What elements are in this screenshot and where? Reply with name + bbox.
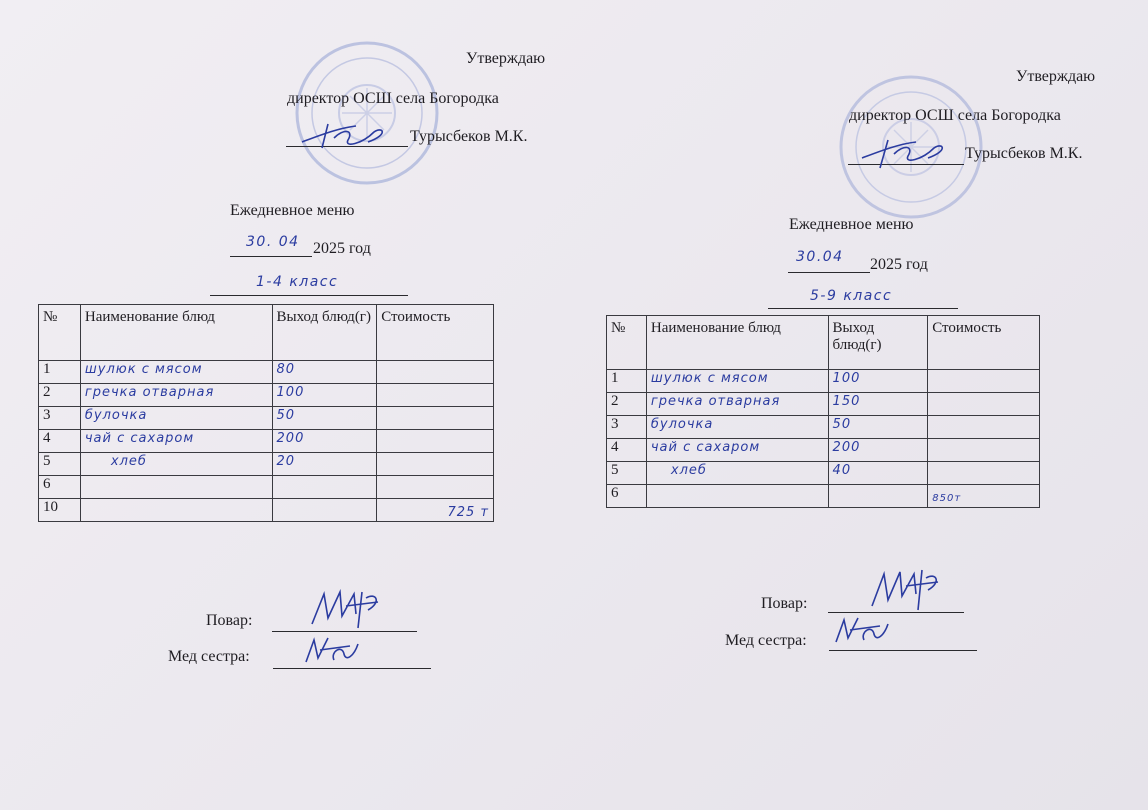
stamp-seal [292,38,442,188]
row-number: 6 [39,476,81,499]
dish-weight: 40 [828,462,928,485]
table-row [607,439,1040,462]
dish-weight: 20 [272,453,377,476]
dish-name: шулюк с мясом [646,370,828,393]
table-header-row [607,316,1040,370]
dish-weight [272,499,377,522]
cook-signature [306,588,386,632]
table-row [39,499,494,522]
row-number: 10 [39,499,81,522]
dish-cost [377,384,494,407]
dish-cost [928,393,1040,416]
table-row [39,384,494,407]
dish-name [80,476,272,499]
cook-label: Повар: [206,612,253,629]
nurse-line [273,668,431,669]
dish-cost [377,361,494,384]
table-row [39,430,494,453]
dish-cost [377,476,494,499]
dish-name: хлеб [646,462,828,485]
dish-cost [928,439,1040,462]
dish-cost [928,416,1040,439]
row-number: 6 [607,485,647,508]
total-cost: 850т [928,485,1040,508]
dish-name: булочка [80,407,272,430]
approve-label: Утверждаю [1016,68,1096,85]
dish-name [646,485,828,508]
dish-weight: 50 [828,416,928,439]
nurse-label: Мед сестра: [725,632,807,649]
row-number: 1 [39,361,81,384]
table-row [607,393,1040,416]
col-dish: Наименование блюд [646,316,828,370]
class-handwritten: 5-9 класс [810,288,893,304]
approve-label: Утверждаю [466,50,546,67]
col-number: № [607,316,647,370]
menu-title: Ежедневное меню [230,202,355,219]
menu-sheet-right [574,0,1148,810]
dish-weight: 100 [828,370,928,393]
total-cost: 725 т [377,499,494,522]
col-weight: Выход блюд(г) [828,316,928,370]
date-handwritten: 30. 04 [246,234,300,250]
row-number: 1 [607,370,647,393]
table-header-row [39,305,494,361]
dish-name: чай с сахаром [80,430,272,453]
dish-cost [928,462,1040,485]
dish-name: гречка отварная [80,384,272,407]
row-number: 5 [607,462,647,485]
dish-name: шулюк с мясом [80,361,272,384]
nurse-label: Мед сестра: [168,648,250,665]
dish-name: хлеб [80,453,272,476]
row-number: 4 [607,439,647,462]
dish-weight [828,485,928,508]
table-row [607,416,1040,439]
class-line [210,295,408,296]
dish-weight: 100 [272,384,377,407]
class-handwritten: 1-4 класс [256,274,339,290]
date-line [230,256,312,257]
row-number: 2 [607,393,647,416]
row-number: 5 [39,453,81,476]
year-label: 2025 год [870,256,928,273]
dish-weight: 50 [272,407,377,430]
table-row [39,453,494,476]
dish-weight: 200 [828,439,928,462]
row-number: 4 [39,430,81,453]
dish-cost [377,453,494,476]
nurse-line [829,650,977,651]
row-number: 2 [39,384,81,407]
col-number: № [39,305,81,361]
director-title: директор ОСШ села Богородка [287,90,499,107]
cook-signature [866,566,946,614]
col-dish: Наименование блюд [80,305,272,361]
dish-cost [377,430,494,453]
director-signature [298,118,398,152]
row-number: 3 [39,407,81,430]
director-signature [858,132,958,172]
dish-weight: 200 [272,430,377,453]
dish-name: гречка отварная [646,393,828,416]
table-row [607,485,1040,508]
table-row [607,462,1040,485]
dish-name: булочка [646,416,828,439]
menu-title: Ежедневное меню [789,216,914,233]
class-line [768,308,958,309]
row-number: 3 [607,416,647,439]
cook-label: Повар: [761,595,808,612]
menu-table [38,304,494,522]
date-handwritten: 30.04 [796,249,844,265]
nurse-signature [302,634,362,668]
director-name: Турысбеков М.К. [965,145,1083,162]
table-row [39,361,494,384]
director-name: Турысбеков М.К. [410,128,528,145]
dish-weight: 150 [828,393,928,416]
dish-weight: 80 [272,361,377,384]
col-cost: Стоимость [377,305,494,361]
year-label: 2025 год [313,240,371,257]
col-cost: Стоимость [928,316,1040,370]
table-row [607,370,1040,393]
table-row [39,476,494,499]
director-title: директор ОСШ села Богородка [849,107,1061,124]
table-row [39,407,494,430]
dish-weight [272,476,377,499]
dish-name: чай с сахаром [646,439,828,462]
menu-table [606,315,1040,508]
dish-cost [377,407,494,430]
date-line [788,272,870,273]
nurse-signature [832,614,892,648]
dish-name [80,499,272,522]
dish-cost [928,370,1040,393]
col-weight: Выход блюд(г) [272,305,377,361]
